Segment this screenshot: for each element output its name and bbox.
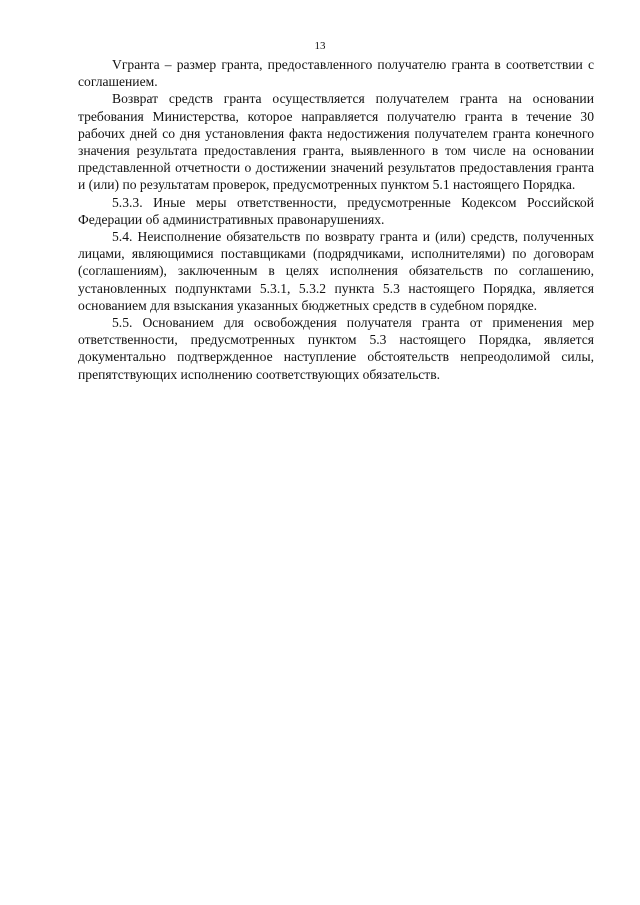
page-number: 13	[314, 40, 326, 52]
paragraph-5-3-3: 5.3.3. Иные меры ответственности, предусмотренные Кодексом Российской Федерации об административных правонарушениях.	[78, 194, 594, 227]
paragraph-5-5: 5.5. Основанием для освобождения получателя гранта от применения мер ответственности, предусмотренных пунктом 5.3 настоящего Порядка, является документально подтвержденное наступление обстоятельств непреодолимой силы, препятствующих исполнению соответствующих обязательств.	[78, 315, 594, 382]
document-body	[78, 56, 594, 383]
paragraph-5-4: 5.4. Неисполнение обязательств по возврату гранта и (или) средств, полученных лицами, являющимися поставщиками (подрядчиками, исполнителями) по договорам (соглашениям), заключенным в целях исполнения обязательств по соглашению, установленных подпунктами 5.3.1, 5.3.2 пункта 5.3 настоящего Порядка, является основанием для взыскания указанных бюджетных средств в судебном порядке.	[78, 229, 594, 313]
paragraph-grant-size-definition: Vгранта – размер гранта, предоставленного получателю гранта в соответствии с соглашением.	[78, 57, 594, 90]
paragraph-grant-refund: Возврат средств гранта осуществляется получателем гранта на основании требования Министерства, которое направляется получателю гранта в течение 30 рабочих дней со дня установления факта недостижения получателем гранта конечного значения результата предоставления гранта, выявленного в том числе на основании представленной отчетности о достижении значений результатов предоставления гранта и (или) по результатам проверок, предусмотренных пунктом 5.1 настоящего Порядка.	[78, 91, 594, 193]
